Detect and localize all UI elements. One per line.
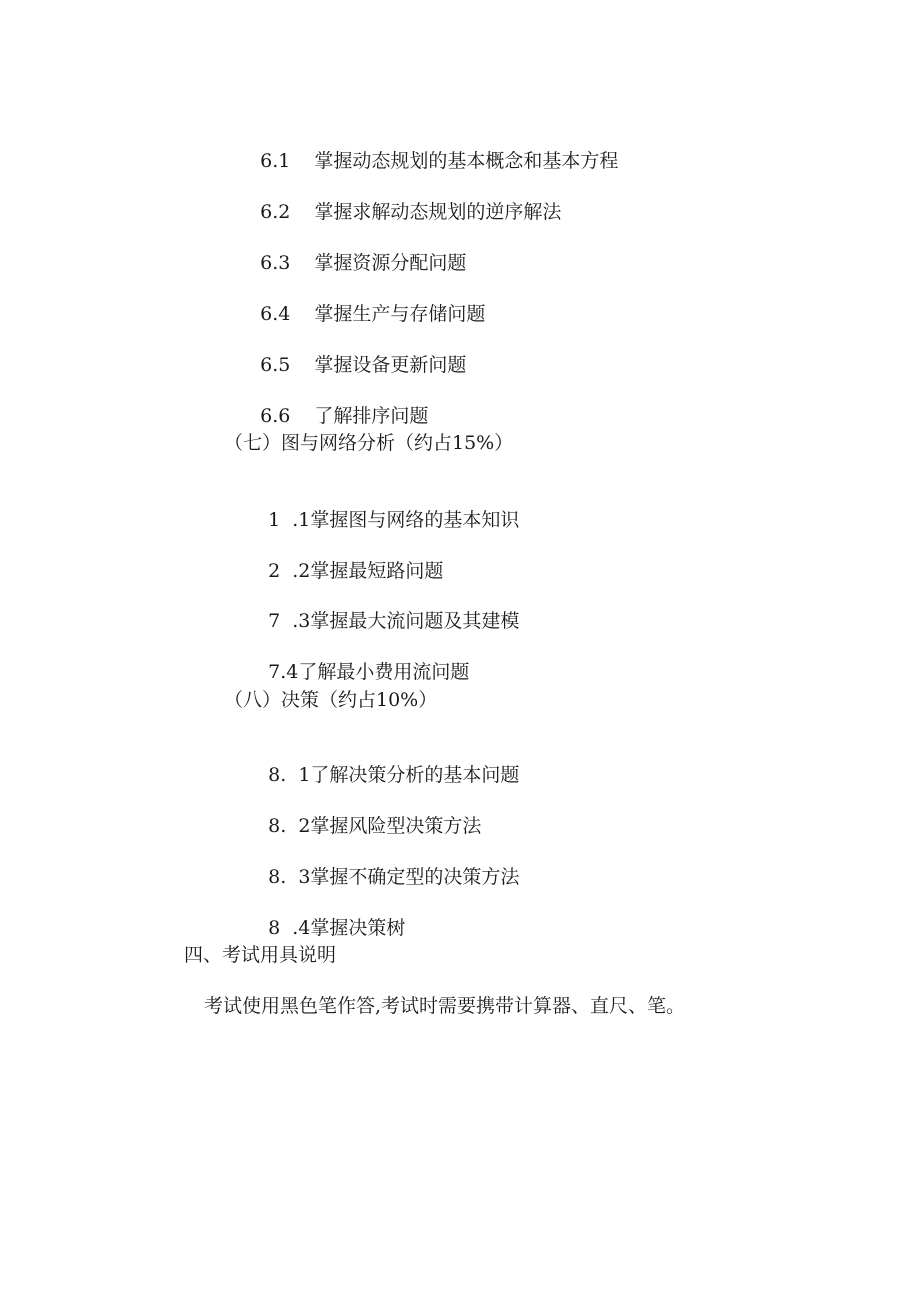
item-number: 7 <box>268 610 281 632</box>
item-number: 6.6 <box>260 405 291 427</box>
item-text: 7.4了解最小费用流问题 <box>268 661 470 683</box>
body-paragraph: 考试使用黑色笔作答,考试时需要携带计算器、直尺、笔。 <box>204 995 686 1017</box>
item-number: 2 <box>268 560 281 582</box>
item-text: 1了解决策分析的基本问题 <box>298 764 520 786</box>
item-number: 6.3 <box>260 252 291 274</box>
item-number: 8 <box>268 917 281 939</box>
item-text: 掌握求解动态规划的逆序解法 <box>314 201 562 223</box>
item-number: 8. <box>268 815 287 837</box>
section-heading: （七）图与网络分析（约占15%） <box>224 432 514 454</box>
item-text: .4掌握决策树 <box>292 917 406 939</box>
item-text: 掌握资源分配问题 <box>314 252 467 274</box>
part-heading: 四、考试用具说明 <box>184 944 337 966</box>
item-text: .1掌握图与网络的基本知识 <box>292 509 520 531</box>
item-number: 1 <box>268 509 281 531</box>
item-text: 掌握动态规划的基本概念和基本方程 <box>314 150 619 172</box>
item-number: 6.4 <box>260 303 291 325</box>
item-text: 掌握生产与存储问题 <box>314 303 486 325</box>
item-number: 6.2 <box>260 201 291 223</box>
item-number: 6.5 <box>260 354 291 376</box>
item-number: 8. <box>268 866 287 888</box>
section-heading: （八）决策（约占10%） <box>224 689 438 711</box>
item-text: .2掌握最短路问题 <box>292 560 444 582</box>
item-text: 2掌握风险型决策方法 <box>298 815 482 837</box>
item-text: 掌握设备更新问题 <box>314 354 467 376</box>
item-number: 6.1 <box>260 150 291 172</box>
item-text: 3掌握不确定型的决策方法 <box>298 866 520 888</box>
item-number: 8. <box>268 764 287 786</box>
item-text: .3掌握最大流问题及其建模 <box>292 610 520 632</box>
item-text: 了解排序问题 <box>314 405 429 427</box>
